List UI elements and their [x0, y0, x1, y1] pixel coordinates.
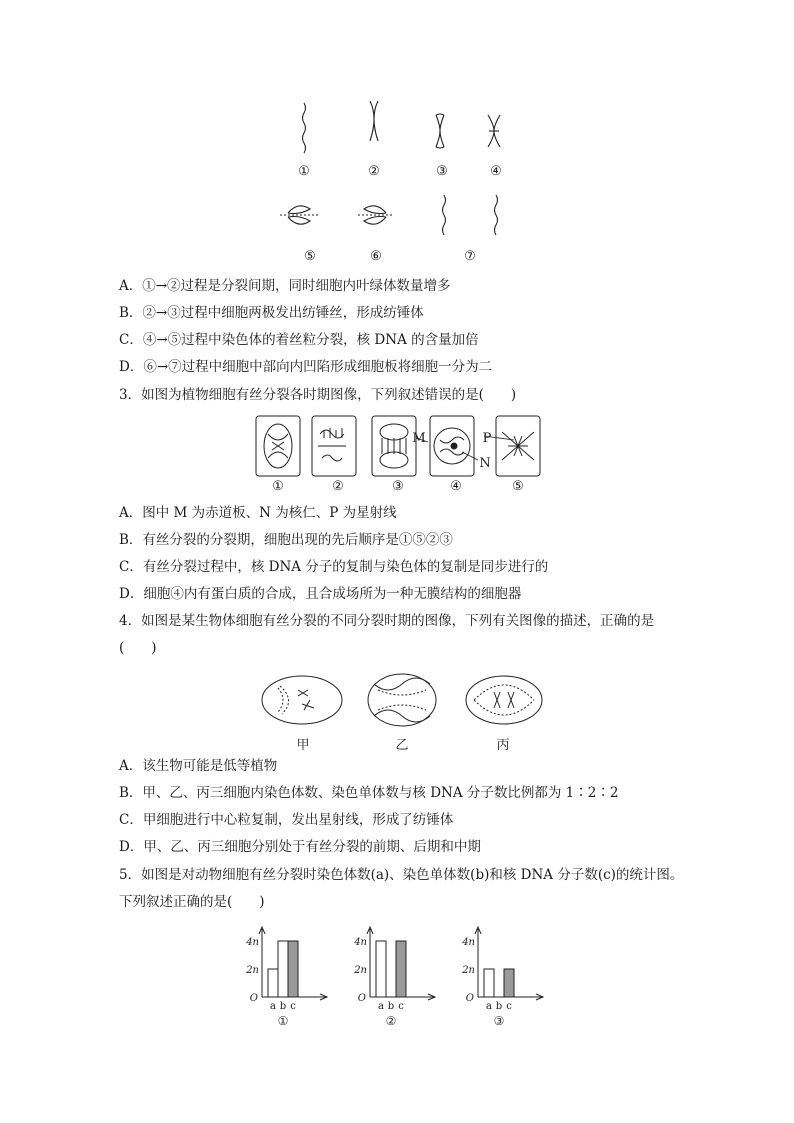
q3-option-b: B．有丝分裂的分裂期，细胞出现的先后顺序是①⑤②③ [119, 532, 453, 548]
chart3-origin: O [465, 993, 474, 1004]
q2-option-c: C．④→⑤过程中染色体的着丝粒分裂，核 DNA 的含量加倍 [119, 332, 479, 348]
fig-label-3: ③ [436, 164, 448, 179]
chart3-ytick-2n: 2n [462, 965, 475, 976]
q4-fig-label-jia: 甲 [296, 738, 310, 753]
q3-fig-label-1: ① [272, 479, 284, 494]
q4-stem-line1: 4．如图是某生物体细胞有丝分裂的不同分裂时期的图像，下列有关图像的描述，正确的是 [119, 613, 655, 629]
chart2-ytick-4n: 4n [354, 937, 367, 948]
chart1-title: ① [277, 1014, 289, 1028]
mark-n: N [479, 456, 491, 471]
q3-option-d: D．细胞④内有蛋白质的合成，且合成场所为一种无膜结构的细胞器 [119, 586, 522, 602]
chart2-ytick-2n: 2n [354, 965, 367, 976]
mark-m: M [412, 431, 426, 446]
chart2-bar-a [376, 941, 386, 997]
fig-label-1: ① [298, 164, 310, 179]
q2-option-d: D．⑥→⑦过程中细胞中部向内凹陷形成细胞板将细胞一分为二 [119, 359, 493, 375]
q4-option-c: C．甲细胞进行中心粒复制，发出星射线，形成了纺锤体 [119, 812, 454, 828]
q3-fig-label-5: ⑤ [512, 479, 524, 494]
q3-stem: 3．如图为植物细胞有丝分裂各时期图像，下列叙述错误的是( ) [119, 387, 517, 403]
q5-stem-line2: 下列叙述正确的是( ) [119, 894, 265, 910]
fig-label-2: ② [368, 164, 380, 179]
chart2-origin: O [357, 993, 366, 1004]
chromosome-1 [303, 103, 306, 153]
q4-option-d: D．甲、乙、丙三细胞分别处于有丝分裂的前期、后期和中期 [119, 839, 481, 855]
q3-option-c: C．有丝分裂过程中，核 DNA 分子的复制与染色体的复制是同步进行的 [119, 559, 549, 575]
chart3-bar-a [484, 969, 494, 997]
fig-label-7: ⑦ [464, 249, 476, 264]
q3-fig-label-2: ② [332, 479, 344, 494]
chart1-bar-a [268, 969, 278, 997]
fig-label-5: ⑤ [304, 249, 316, 264]
chromosome-7b [495, 195, 498, 235]
chart2-xtick-b: b [387, 1001, 395, 1012]
chart1-xtick-a: a [270, 1001, 276, 1012]
chromosome-5 [288, 206, 310, 224]
q5-bar-charts [240, 925, 560, 1030]
q5-stem-line1: 5．如图是对动物细胞有丝分裂时染色体数(a)、染色单体数(b)和核 DNA 分子数(c)的统计图。 [119, 867, 684, 883]
chart3-xtick-b: b [495, 1001, 503, 1012]
chart2-bar-c [396, 941, 406, 997]
q2-option-b: B．②→③过程中细胞两极发出纺锤丝，形成纺锤体 [119, 305, 424, 321]
q2-option-a: A．①→②过程是分裂间期，同时细胞内叶绿体数量增多 [119, 278, 451, 294]
q3-option-a: A．图中 M 为赤道板、N 为核仁、P 为星射线 [119, 505, 397, 521]
chart1-ytick-4n: 4n [246, 937, 259, 948]
chart1-xtick-c: c [290, 1001, 296, 1012]
animal-mitosis-figure [258, 670, 548, 732]
chart2-title: ② [385, 1014, 397, 1028]
mark-p: P [482, 431, 492, 446]
chart1-origin: O [249, 993, 258, 1004]
q3-fig-label-3: ③ [392, 479, 404, 494]
chromosome-7a [443, 195, 446, 235]
chart3-ytick-4n: 4n [462, 937, 475, 948]
fig-label-4: ④ [490, 164, 502, 179]
chart3-title: ③ [493, 1014, 505, 1028]
fig-label-6: ⑥ [370, 249, 382, 264]
plant-mitosis-figure [252, 412, 548, 480]
chromosome-2 [370, 101, 378, 141]
chart2-xtick-a: a [378, 1001, 384, 1012]
chart1-bar-b [278, 941, 288, 997]
chart3-xtick-a: a [486, 1001, 492, 1012]
q4-option-a: A．该生物可能是低等植物 [119, 758, 278, 774]
chart3-xtick-c: c [506, 1001, 512, 1012]
chromosome-3 [436, 114, 444, 148]
q4-fig-label-bing: 丙 [496, 738, 510, 753]
q3-fig-label-4: ④ [450, 479, 462, 494]
q4-option-b: B．甲、乙、丙三细胞内染色体数、染色单体数与核 DNA 分子数比例都为 1∶2∶2 [119, 785, 619, 801]
q4-fig-label-yi: 乙 [395, 738, 409, 753]
chart1-xtick-b: b [279, 1001, 287, 1012]
chart3-bar-c [504, 969, 514, 997]
chart2-xtick-c: c [398, 1001, 404, 1012]
chart1-ytick-2n: 2n [246, 965, 259, 976]
chart1-bar-c [288, 941, 298, 997]
q4-stem-line2: ( ) [119, 640, 157, 656]
